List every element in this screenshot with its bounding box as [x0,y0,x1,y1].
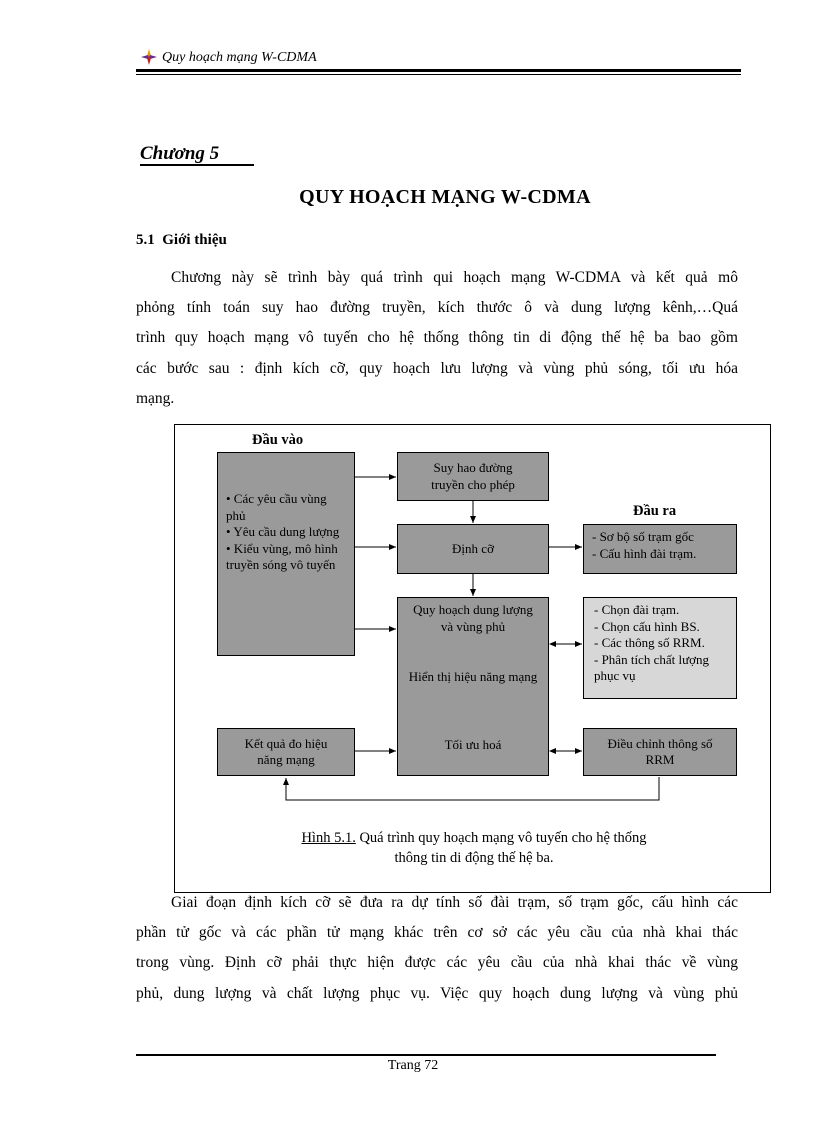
intro-paragraph [136,263,738,414]
sizing-paragraph [136,888,738,1009]
input-item: • Kiểu vùng, mô hình truyền sóng vô tuyến [226,540,338,572]
output-planning-box [583,597,737,699]
pathloss-text: Suy hao đường truyền cho phép [431,460,515,492]
output-item: - Các thông số RRM. [594,635,705,650]
input-item: • Yêu cầu dung lượng [226,524,340,539]
paragraph-line: trình quy hoạch mạng vô tuyến cho hệ thống thông tin di động thế hệ ba bao gồm [136,329,738,347]
output-item: - Cấu hình đài trạm. [592,545,697,561]
chapter-underline [140,164,254,166]
planning-box [397,597,549,776]
output-item: - Phân tích chất lượng phục vụ [594,651,710,683]
performance-text: Hiển thị hiệu năng mạng [408,669,538,684]
footer-rule [136,1054,716,1056]
planning-text: Quy hoạch dung lượng và vùng phủ [413,602,533,634]
input-requirements-box [217,452,355,656]
running-header: Quy hoạch mạng W-CDMA [162,50,317,65]
caption-text-2: thông tin di động thế hệ ba. [394,850,554,866]
rrm-adjust-box [583,728,737,776]
section-heading [136,232,227,249]
header-rule [136,69,741,72]
section-number: 5.1 [136,232,155,248]
compass-star-icon [141,49,157,65]
paragraph-line: các bước sau : định kích cỡ, quy hoạch lưu lượng và vùng phủ sóng, tối ưu hóa [136,359,738,377]
paragraph-line: trong vùng. Định cỡ phải thực hiện được các yêu cầu của nhà khai thác về vùng [136,954,738,972]
measurement-box [217,728,355,776]
paragraph-line: phủ, dung lượng và chất lượng phục vụ. Việc quy hoạch dung lượng và vùng phủ [136,984,738,1002]
section-title: Giới thiệu [162,232,227,248]
caption-label: Hình 5.1. [301,830,356,846]
sizing-text: Định cỡ [452,540,494,556]
rrm-adjust-text: Điều chỉnh thông số RRM [607,735,713,767]
paragraph-line: Chương này sẽ trình bày quá trình qui hoạch mạng W-CDMA và kết quả mô [171,269,738,286]
output-sizing-box [583,524,737,574]
output-item: - Chọn đài trạm. [594,602,680,617]
paragraph-line: mạng. [136,389,175,407]
paragraph-line: Giai đoạn định kích cỡ sẽ đưa ra dự tính số đài trạm, số trạm gốc, cấu hình các [171,894,738,911]
measurement-text: Kết quả đo hiệu năng mạng [244,735,328,767]
output-item: - Chọn cấu hình BS. [594,618,700,634]
output-label: Đầu ra [633,503,677,519]
output-item: - Sơ bộ số trạm gốc [592,529,694,544]
paragraph-line: phỏng tính toán suy hao đường truyền, kích thước ô và dung lượng kênh,…Quá [136,299,738,317]
sizing-box [397,524,549,574]
page-title: QUY HOẠCH MẠNG W-CDMA [299,186,591,208]
chapter-label: Chương 5 [140,143,220,164]
caption-text: Quá trình quy hoạch mạng vô tuyến cho hệ thống [355,830,647,846]
header-rule-thin [136,74,741,75]
paragraph-line: phần tử gốc và các phần tử mạng khác trên cơ sở các yêu cầu của nhà khai thác [136,924,738,942]
optimization-text: Tối ưu hoá [444,737,502,752]
input-label: Đầu vào [252,432,304,448]
figure-caption [0,828,816,868]
input-item: • Các yêu cầu vùng phủ [226,491,327,523]
pathloss-box [397,452,549,501]
page-number: Trang 72 [387,1058,439,1073]
